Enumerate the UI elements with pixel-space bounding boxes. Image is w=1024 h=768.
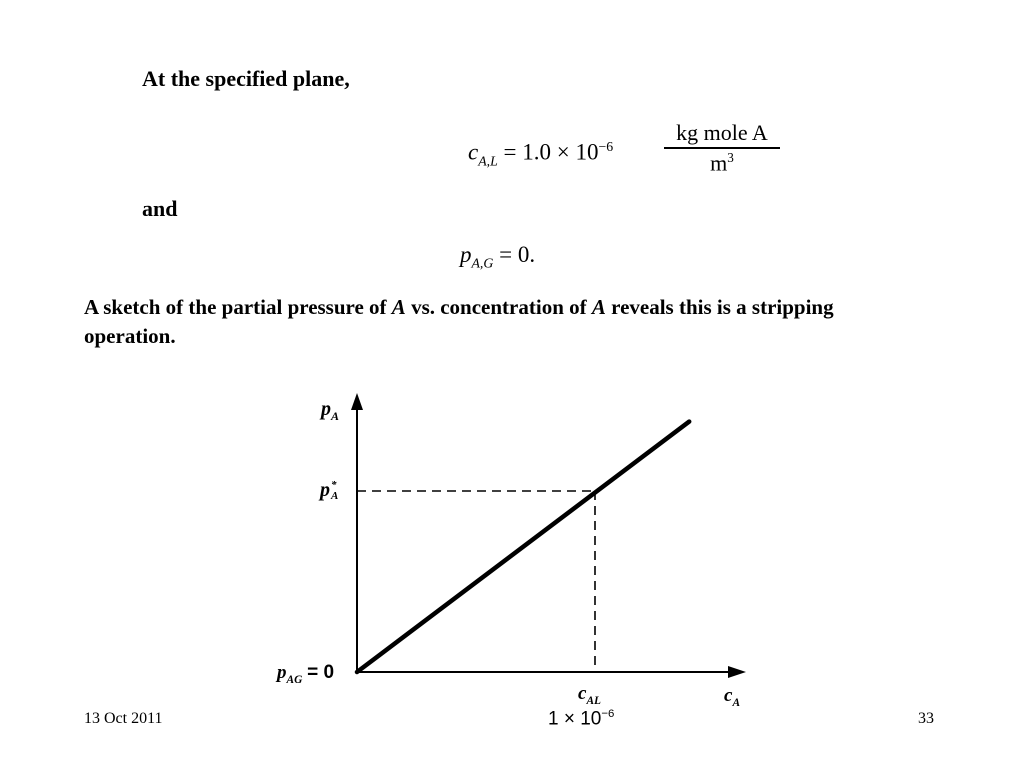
x-mark-value-exp: −6 <box>601 708 615 720</box>
origin-rhs: = 0 <box>307 662 335 683</box>
para-post: reveals this is a stripping <box>605 295 834 319</box>
eq1-rhs-exp: −6 <box>598 139 614 154</box>
x-axis-label <box>724 685 740 709</box>
para-pre: A sketch of the partial pressure of <box>84 295 392 319</box>
eq1-lhs-sub: A,L <box>478 153 498 169</box>
p-star-sub: A <box>331 490 339 503</box>
y-axis-label-sub: A <box>331 409 340 423</box>
paragraph-line-2: operation. <box>84 324 176 348</box>
eq1-frac-num: kg mole A <box>676 120 768 145</box>
y-axis-label <box>321 398 339 424</box>
origin-sub: AG <box>286 673 303 686</box>
eq1-rhs: = 1.0 × 10 <box>503 139 599 165</box>
p-star-var: p <box>320 479 330 501</box>
eq2-sub: A,G <box>471 255 494 271</box>
x-axis-label-var: c <box>724 685 733 706</box>
p-star-label <box>320 480 338 502</box>
origin-label <box>277 662 334 686</box>
x-mark-value-base: 1 × 10 <box>548 708 602 730</box>
origin-var: p <box>277 662 287 683</box>
page-number: 33 <box>918 710 934 727</box>
x-axis-arrow-icon <box>728 666 746 678</box>
p-star-sup: * <box>331 479 337 492</box>
eq2-rhs: = 0. <box>499 242 536 267</box>
x-mark-sub: AL <box>586 694 601 707</box>
para-A1: A <box>391 295 406 319</box>
footer-date: 13 Oct 2011 <box>84 710 163 727</box>
y-axis-arrow-icon <box>351 393 363 410</box>
x-mark-label <box>578 683 601 707</box>
x-axis-label-sub: A <box>732 696 741 709</box>
x-mark-value <box>548 708 614 730</box>
and-text: and <box>142 196 178 221</box>
y-axis-label-var: p <box>321 398 331 420</box>
x-mark-var: c <box>578 683 587 704</box>
para-A2: A <box>591 295 606 319</box>
para-mid: vs. concentration of <box>405 295 592 319</box>
eq1-lhs-var: c <box>468 139 479 165</box>
intro-text: At the specified plane, <box>142 66 350 91</box>
eq2-var: p <box>460 242 472 267</box>
eq1-frac-den-exp: 3 <box>727 150 734 165</box>
equilibrium-line <box>357 422 689 672</box>
eq1-frac-den-base: m <box>710 150 728 176</box>
